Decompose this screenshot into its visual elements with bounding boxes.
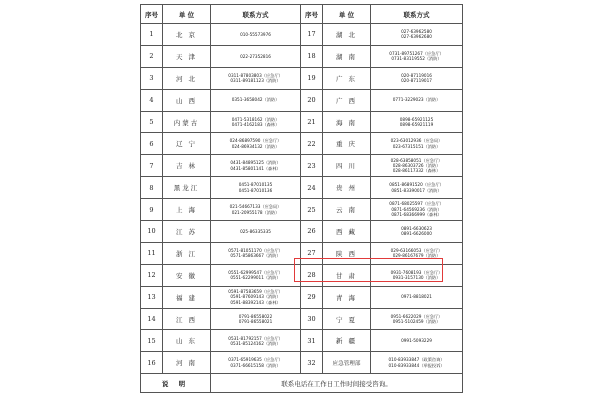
left-unit-name: 江 苏 [163, 221, 211, 243]
left-unit-name: 黑龙江 [163, 177, 211, 199]
phone-number: 0591-87609143（消防） [230, 294, 281, 300]
phone-number: 0571-85863667（消防） [230, 253, 281, 259]
left-row-number: 12 [141, 264, 163, 286]
phone-number: 028-86303726（消防） [392, 163, 441, 169]
phone-number: 027-63962580 [401, 29, 432, 35]
left-row-number: 16 [141, 352, 163, 374]
right-unit-name: 广 西 [323, 89, 371, 111]
right-row-number: 18 [301, 45, 323, 67]
right-contact-cell [371, 221, 463, 243]
left-row-number: 10 [141, 221, 163, 243]
table-row [141, 89, 463, 111]
phone-number: 0371-66615158（消防） [230, 362, 281, 368]
left-row-number: 9 [141, 199, 163, 221]
phone-number: 0451-87010135 [238, 182, 273, 188]
right-contact-cell [371, 330, 463, 352]
phone-number: 0551-62999547（应急厅） [228, 269, 283, 275]
table-row [141, 286, 463, 308]
phone-number: 0971-8818021 [401, 294, 432, 300]
left-unit-name: 吉 林 [163, 155, 211, 177]
phone-number: 0551-62299011（消防） [230, 275, 281, 281]
phone-number: 0531-85124162（消防） [230, 340, 281, 346]
table-row [141, 352, 463, 374]
left-unit-name: 河 北 [163, 67, 211, 89]
table-row [141, 199, 463, 221]
right-row-number: 31 [301, 330, 323, 352]
phone-number: 0731-83119552（消防） [391, 56, 442, 62]
note-label: 说 明 [141, 374, 211, 393]
right-unit-name: 广 东 [323, 67, 371, 89]
right-row-number: 20 [301, 89, 323, 111]
right-unit-name: 西 藏 [323, 221, 371, 243]
right-row-number: 25 [301, 199, 323, 221]
left-row-number: 15 [141, 330, 163, 352]
right-row-number: 19 [301, 67, 323, 89]
right-unit-name: 云 南 [323, 199, 371, 221]
left-row-number: 3 [141, 67, 163, 89]
phone-number: 0371-65919635（应急厅） [228, 357, 283, 363]
header-contact: 联系方式 [211, 5, 301, 24]
phone-number: 028-86117332（森林） [392, 168, 441, 174]
phone-number: 0951-5102459（消防） [392, 319, 441, 325]
left-contact-cell [211, 352, 301, 374]
phone-number: 027-63962680 [401, 34, 432, 40]
phone-number: 020-87119016 [401, 72, 432, 78]
left-unit-name: 浙 江 [163, 242, 211, 264]
left-contact-cell [211, 133, 301, 155]
left-row-number: 2 [141, 45, 163, 67]
left-contact-cell [211, 67, 301, 89]
left-contact-cell [211, 242, 301, 264]
phone-number: 0591-87583659（应急厅） [228, 289, 283, 295]
left-contact-cell [211, 155, 301, 177]
phone-number: 0591-88392143（森林） [230, 299, 281, 305]
phone-number: 0991-5093229 [401, 338, 432, 344]
phone-number: 024-86934132（消防） [231, 143, 280, 149]
table-row [141, 24, 463, 46]
right-row-number: 30 [301, 308, 323, 330]
right-contact-cell [371, 242, 463, 264]
phone-number: 029-63166053（应急厅） [390, 247, 443, 253]
table-row [141, 155, 463, 177]
left-contact-cell [211, 89, 301, 111]
right-contact-cell [371, 111, 463, 133]
left-row-number: 13 [141, 286, 163, 308]
right-unit-name: 应急管理部 [323, 352, 371, 374]
left-row-number: 5 [141, 111, 163, 133]
left-contact-cell [211, 177, 301, 199]
table-row [141, 111, 463, 133]
right-unit-name: 四 川 [323, 155, 371, 177]
left-row-number: 11 [141, 242, 163, 264]
left-unit-name: 山 东 [163, 330, 211, 352]
phone-number: 025-86335335 [240, 228, 271, 234]
table-row [141, 221, 463, 243]
left-contact-cell [211, 308, 301, 330]
phone-number: 0951-6622029（应急厅） [390, 313, 443, 319]
phone-number: 0311-89181123（消防） [230, 78, 281, 84]
phone-number: 022-27352816 [240, 53, 271, 59]
right-contact-cell [371, 264, 463, 286]
right-row-number: 26 [301, 221, 323, 243]
right-contact-cell [371, 45, 463, 67]
phone-number: 0851-86891520（应急厅） [389, 182, 444, 188]
phone-number: 010-83933844（举报投诉） [388, 362, 445, 368]
contact-table [140, 4, 463, 393]
phone-number: 0451-87010136 [238, 187, 273, 193]
right-contact-cell [371, 133, 463, 155]
table-row [141, 330, 463, 352]
table-row [141, 67, 463, 89]
left-contact-cell [211, 330, 301, 352]
table-row [141, 133, 463, 155]
table-header-row [141, 5, 463, 24]
left-row-number: 6 [141, 133, 163, 155]
left-row-number: 7 [141, 155, 163, 177]
phone-number: 0791-86558021 [238, 319, 273, 325]
phone-number: 0891-6626000 [401, 231, 432, 237]
left-unit-name: 上 海 [163, 199, 211, 221]
right-contact-cell [371, 177, 463, 199]
phone-number: 0471-4162183（森林） [231, 122, 280, 127]
right-unit-name: 重 庆 [323, 133, 371, 155]
left-row-number: 8 [141, 177, 163, 199]
right-row-number: 27 [301, 242, 323, 264]
note-text: 联系电话在工作日工作时间接受咨询。 [211, 374, 463, 393]
phone-number: 0431-85801141（森林） [230, 165, 281, 171]
phone-number: 0871-64569236（消防） [391, 206, 442, 212]
right-contact-cell [371, 308, 463, 330]
phone-number: 0898-65921119 [399, 122, 434, 127]
left-row-number: 1 [141, 24, 163, 46]
left-contact-cell [211, 199, 301, 221]
left-unit-name: 天 津 [163, 45, 211, 67]
phone-number: 023-63012936（应急局） [390, 138, 443, 144]
phone-number: 023-67315151（消防） [392, 143, 441, 149]
phone-number: 0351-3658042（消防） [231, 97, 280, 103]
phone-number: 028-63858051（应急厅） [390, 157, 443, 163]
left-contact-cell [211, 45, 301, 67]
left-unit-name: 安 徽 [163, 264, 211, 286]
table-row [141, 242, 463, 264]
phone-number: 0871-68025597（应急厅） [389, 201, 444, 207]
header-unit: 单 位 [163, 5, 211, 24]
left-unit-name: 辽 宁 [163, 133, 211, 155]
right-row-number: 28 [301, 264, 323, 286]
right-contact-cell [371, 155, 463, 177]
phone-number: 0311-87803803（应急厅） [228, 72, 283, 78]
phone-number: 0791-86558022 [238, 313, 273, 319]
phone-number: 0871-68366999（森林） [391, 212, 442, 218]
right-unit-name: 宁 夏 [323, 308, 371, 330]
right-row-number: 17 [301, 24, 323, 46]
right-unit-name: 海 南 [323, 111, 371, 133]
table-row [141, 177, 463, 199]
left-contact-cell [211, 264, 301, 286]
left-unit-name: 江 西 [163, 308, 211, 330]
phone-number: 0771-3229023（消防） [392, 97, 441, 103]
phone-number: 021-20955178（消防） [231, 209, 280, 215]
right-unit-name: 湖 南 [323, 45, 371, 67]
table-row [141, 45, 463, 67]
left-unit-name: 福 建 [163, 286, 211, 308]
phone-number: 0931-3157130（消防） [392, 275, 441, 281]
left-contact-cell [211, 111, 301, 133]
phone-number: 0431-84895125（消防） [230, 160, 281, 166]
right-unit-name: 陕 西 [323, 242, 371, 264]
right-unit-name: 贵 州 [323, 177, 371, 199]
right-contact-cell [371, 24, 463, 46]
left-unit-name: 内蒙古 [163, 111, 211, 133]
right-row-number: 23 [301, 155, 323, 177]
right-row-number: 32 [301, 352, 323, 374]
right-unit-name: 湖 北 [323, 24, 371, 46]
phone-number: 010-83933847（政策咨询） [388, 357, 445, 363]
right-row-number: 24 [301, 177, 323, 199]
phone-number: 0898-65921125 [399, 116, 434, 122]
right-unit-name: 青 海 [323, 286, 371, 308]
table-row [141, 264, 463, 286]
phone-number: 0571-81051170（应急厅） [228, 247, 283, 253]
left-row-number: 4 [141, 89, 163, 111]
right-contact-cell [371, 199, 463, 221]
left-contact-cell [211, 24, 301, 46]
header-num-right: 序号 [301, 5, 323, 24]
table-row [141, 308, 463, 330]
note-row [141, 374, 463, 393]
phone-number: 0931-7608193（应急厅） [390, 269, 443, 275]
left-contact-cell [211, 286, 301, 308]
phone-number: 0731-89751267（应急厅） [389, 50, 444, 56]
phone-number: 029-86167679（消防） [392, 253, 441, 259]
left-unit-name: 山 西 [163, 89, 211, 111]
right-unit-name: 新 疆 [323, 330, 371, 352]
phone-number: 021-54667133（应急局） [229, 204, 282, 210]
right-contact-cell [371, 67, 463, 89]
phone-number: 0891-6630623 [401, 226, 432, 232]
header-contact-right: 联系方式 [371, 5, 463, 24]
phone-number: 020-87119017 [401, 78, 432, 84]
phone-number: 0531-81792157（应急厅） [228, 335, 283, 341]
phone-number: 0851-83390017（消防） [391, 187, 442, 193]
left-row-number: 14 [141, 308, 163, 330]
right-row-number: 21 [301, 111, 323, 133]
right-unit-name: 甘 肃 [323, 264, 371, 286]
phone-number: 010-55573976 [240, 31, 271, 37]
phone-number: 0471-5318162（消防） [231, 116, 280, 122]
right-contact-cell [371, 352, 463, 374]
left-unit-name: 北 京 [163, 24, 211, 46]
header-unit-right: 单 位 [323, 5, 371, 24]
left-unit-name: 河 南 [163, 352, 211, 374]
right-row-number: 29 [301, 286, 323, 308]
phone-number: 024-86897590（应急厅） [229, 138, 282, 144]
right-contact-cell [371, 89, 463, 111]
table-body [141, 24, 463, 374]
header-num: 序号 [141, 5, 163, 24]
right-row-number: 22 [301, 133, 323, 155]
right-contact-cell [371, 286, 463, 308]
left-contact-cell [211, 221, 301, 243]
